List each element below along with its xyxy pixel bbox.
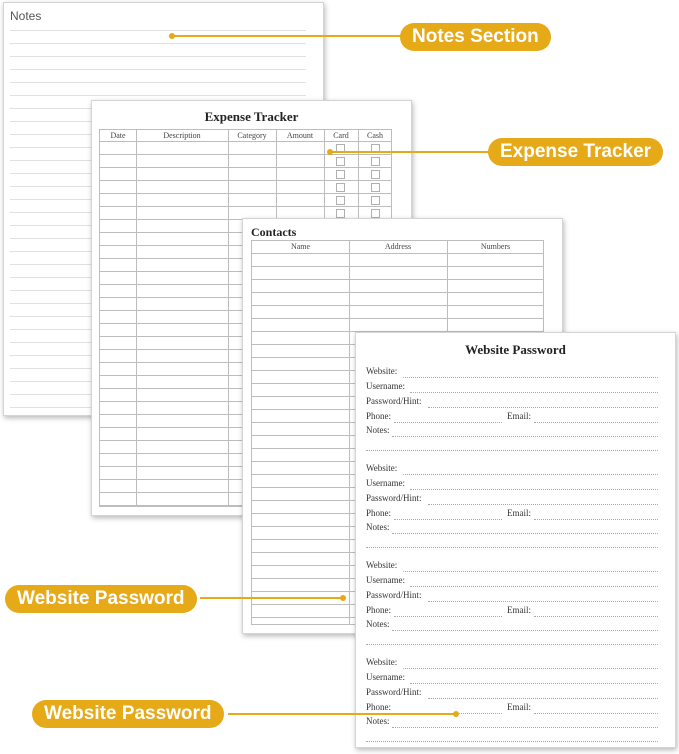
field-line-username: [410, 586, 658, 587]
password-title: Website Password: [465, 342, 566, 357]
column-cash: Cash: [367, 131, 383, 140]
notes-title: Notes: [10, 9, 42, 23]
card-checkbox: [336, 209, 345, 218]
field-line-password: [428, 698, 658, 699]
expense-row-line: [100, 206, 391, 207]
field-line-website: [403, 668, 658, 669]
field-label-email: Email:: [507, 702, 531, 712]
password-callout-2-dot: [453, 711, 459, 717]
field-label-email: Email:: [507, 411, 531, 421]
cash-checkbox: [371, 183, 380, 192]
cash-checkbox: [371, 209, 380, 218]
column-date: Date: [110, 131, 126, 140]
field-label-website: Website:: [366, 366, 398, 376]
cash-checkbox: [371, 170, 380, 179]
column-name: Name: [290, 242, 311, 251]
field-line-username: [410, 489, 658, 490]
field-line-phone: [394, 422, 502, 423]
contacts-row-line: [252, 279, 543, 280]
expense-title: Expense Tracker: [204, 109, 299, 124]
field-label-email: Email:: [507, 508, 531, 518]
cash-checkbox: [371, 157, 380, 166]
field-label-username: Username:: [366, 575, 405, 585]
field-label-notes: Notes:: [366, 425, 390, 435]
column-address: Address: [384, 242, 412, 251]
expense-callout-leader: [330, 151, 492, 153]
column-numbers: Numbers: [480, 242, 511, 251]
field-label-notes: Notes:: [366, 619, 390, 629]
field-line-notes-extra: [366, 450, 658, 451]
field-label-website: Website:: [366, 463, 398, 473]
notes-callout-dot: [169, 33, 175, 39]
field-line-website: [403, 377, 658, 378]
field-label-notes: Notes:: [366, 716, 390, 726]
website-password-page: [355, 332, 676, 748]
field-line-phone: [394, 616, 502, 617]
field-line-phone: [394, 519, 502, 520]
field-label-password: Password/Hint:: [366, 396, 422, 406]
website-password-callout-2: Website Password: [32, 700, 224, 728]
field-label-password: Password/Hint:: [366, 590, 422, 600]
field-label-phone: Phone:: [366, 605, 392, 615]
password-callout-1-dot: [340, 595, 346, 601]
expense-column-divider: [228, 130, 229, 506]
field-label-website: Website:: [366, 560, 398, 570]
field-line-email: [534, 519, 658, 520]
field-label-password: Password/Hint:: [366, 493, 422, 503]
card-checkbox: [336, 196, 345, 205]
field-line-notes: [392, 727, 658, 728]
column-category: Category: [237, 131, 267, 140]
field-line-password: [428, 504, 658, 505]
field-label-username: Username:: [366, 672, 405, 682]
cash-checkbox: [371, 196, 380, 205]
notes-line: [10, 95, 306, 96]
column-card: Card: [333, 131, 349, 140]
expense-row-line: [100, 193, 391, 194]
notes-line: [10, 56, 306, 57]
field-label-email: Email:: [507, 605, 531, 615]
field-label-username: Username:: [366, 381, 405, 391]
field-line-username: [410, 392, 658, 393]
field-line-password: [428, 601, 658, 602]
contacts-row-line: [252, 305, 543, 306]
field-label-website: Website:: [366, 657, 398, 667]
card-checkbox: [336, 170, 345, 179]
field-label-phone: Phone:: [366, 411, 392, 421]
field-line-email: [534, 616, 658, 617]
column-amount: Amount: [286, 131, 314, 140]
field-line-password: [428, 407, 658, 408]
password-callout-2-leader: [228, 713, 456, 715]
password-callout-1-leader: [200, 597, 343, 599]
expense-row-line: [100, 154, 391, 155]
field-label-username: Username:: [366, 478, 405, 488]
field-label-phone: Phone:: [366, 702, 392, 712]
contacts-row-line: [252, 266, 543, 267]
contacts-row-line: [252, 253, 543, 254]
field-line-notes: [392, 630, 658, 631]
field-line-notes: [392, 533, 658, 534]
field-line-notes-extra: [366, 741, 658, 742]
field-label-phone: Phone:: [366, 508, 392, 518]
notes-line: [10, 43, 306, 44]
expense-column-divider: [136, 130, 137, 506]
notes-line: [10, 69, 306, 70]
expense-row-line: [100, 167, 391, 168]
field-label-password: Password/Hint:: [366, 687, 422, 697]
field-line-notes: [392, 436, 658, 437]
contacts-title: Contacts: [251, 225, 297, 239]
column-description: Description: [163, 131, 201, 140]
contacts-row-line: [252, 292, 543, 293]
contacts-row-line: [252, 318, 543, 319]
contacts-column-divider: [349, 241, 350, 624]
field-line-email: [534, 713, 658, 714]
expense-callout-dot: [327, 149, 333, 155]
notes-line: [10, 82, 306, 83]
card-checkbox: [336, 183, 345, 192]
field-label-notes: Notes:: [366, 522, 390, 532]
expense-row-line: [100, 180, 391, 181]
card-checkbox: [336, 157, 345, 166]
expense-tracker-callout: Expense Tracker: [488, 138, 663, 166]
notes-line: [10, 30, 306, 31]
field-line-website: [403, 571, 658, 572]
notes-callout-leader: [172, 35, 402, 37]
field-line-website: [403, 474, 658, 475]
website-password-callout-1: Website Password: [5, 585, 197, 613]
notes-section-callout: Notes Section: [400, 23, 551, 51]
field-line-notes-extra: [366, 644, 658, 645]
expense-row-line: [100, 141, 391, 142]
field-line-username: [410, 683, 658, 684]
field-line-email: [534, 422, 658, 423]
field-line-notes-extra: [366, 547, 658, 548]
